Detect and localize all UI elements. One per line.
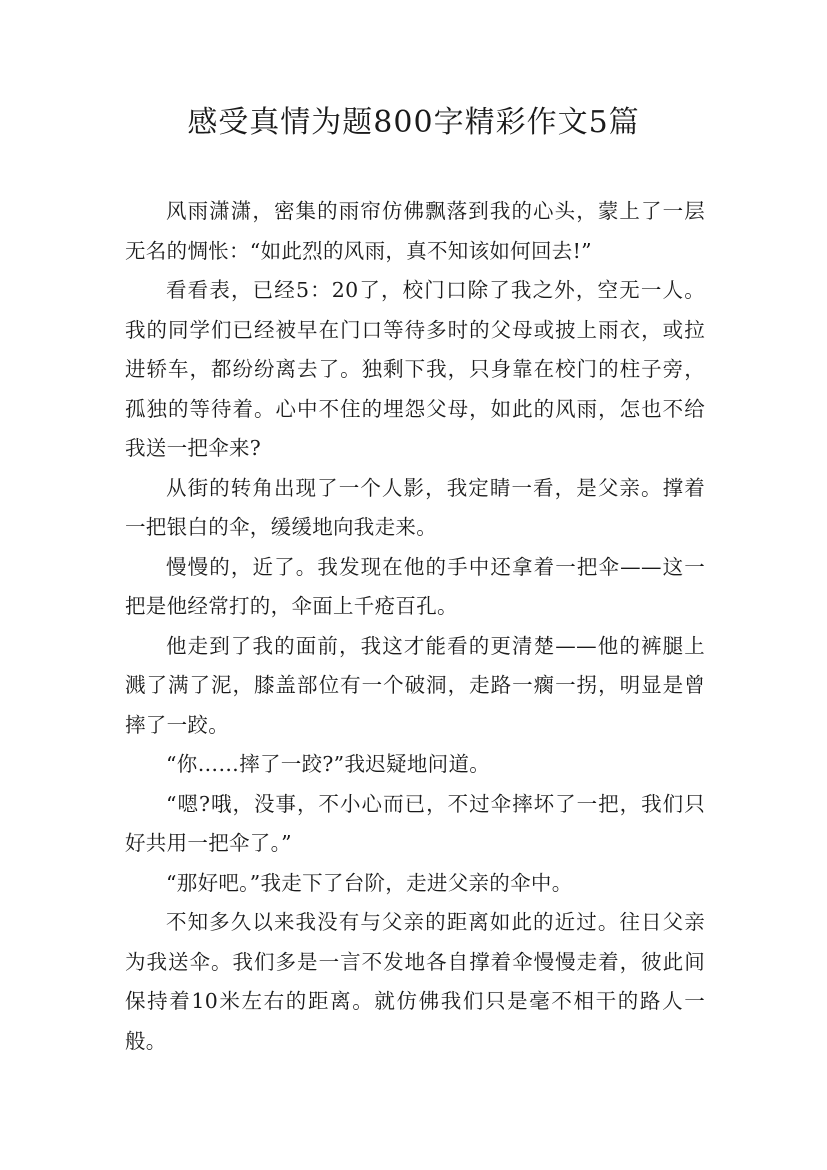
paragraph: 看看表，已经5：20了，校门口除了我之外，空无一人。我的同学们已经被早在门口等待多时的父母或披上雨衣，或拉进轿车，都纷纷离去了。独剩下我，只身靠在校门的柱子旁，孤独的等待着。心中不住的埋怨父母，如此的风雨，怎也不给我送一把伞来? (125, 278, 705, 460)
paragraph: 他走到了我的面前，我这才能看的更清楚——他的裤腿上溅了满了泥，膝盖部位有一个破洞，走路一瘸一拐，明显是曾摔了一跤。 (125, 633, 705, 737)
paragraph: “那好吧。”我走下了台阶，走进父亲的伞中。 (166, 870, 573, 895)
document-title: 感受真情为题800字精彩作文5篇 (187, 105, 640, 140)
paragraph: “你……摔了一跤?”我迟疑地问道。 (166, 752, 491, 776)
paragraph: “嗯?哦，没事，不小心而已，不过伞摔坏了一把，我们只好共用一把伞了。” (125, 791, 705, 855)
paragraph: 从街的转角出现了一个人影，我定睛一看，是父亲。撑着一把银白的伞，缓缓地向我走来。 (125, 475, 705, 539)
paragraph: 风雨潇潇，密集的雨帘仿佛飘落到我的心头，蒙上了一层无名的惆怅：“如此烈的风雨，真不知该如何回去!” (125, 199, 705, 263)
document-body (125, 192, 705, 1061)
paragraph: 不知多久以来我没有与父亲的距离如此的近过。往日父亲为我送伞。我们多是一言不发地各自撑着伞慢慢走着，彼此间保持着10米左右的距离。就仿佛我们只是毫不相干的路人一般。 (125, 910, 705, 1053)
paragraph: 慢慢的，近了。我发现在他的手中还拿着一把伞——这一把是他经常打的，伞面上千疮百孔。 (125, 554, 705, 618)
